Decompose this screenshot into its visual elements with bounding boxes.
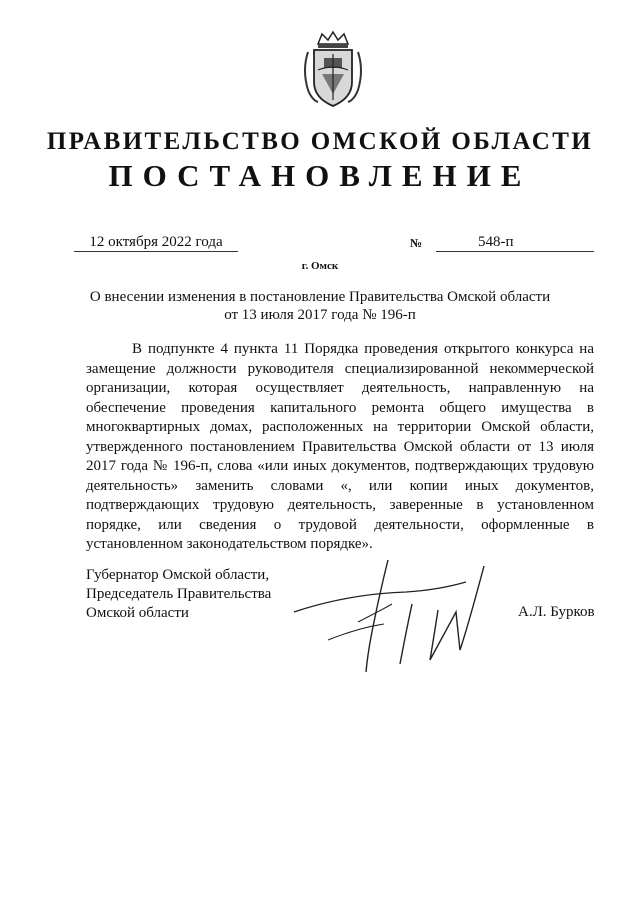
signer-position [86, 566, 271, 623]
subject-line-1: О внесении изменения в постановление Правительства Омской области [89, 289, 551, 305]
document-subject [80, 288, 560, 324]
subject-line-2: от 13 июля 2017 года № 196-п [224, 307, 416, 323]
document-date: 12 октября 2022 года [74, 233, 238, 252]
document-body [86, 340, 594, 555]
omsk-coat-of-arms-icon [298, 30, 368, 110]
handwritten-signature [288, 552, 508, 682]
org-title: ПРАВИТЕЛЬСТВО ОМСКОЙ ОБЛАСТИ [46, 128, 594, 155]
document-type-title: ПОСТАНОВЛЕНИЕ [108, 158, 532, 193]
number-sign: № [410, 236, 423, 250]
document-city: г. Омск [301, 260, 339, 272]
signer-position-line-3: Омской области [86, 605, 189, 621]
signer-position-line-1: Губернатор Омской области, [86, 567, 270, 583]
signer-position-line-2: Председатель Правительства [86, 586, 272, 602]
document-number: 548-п [436, 233, 594, 252]
signer-name: А.Л. Бурков [518, 604, 595, 620]
body-paragraph: В подпункте 4 пункта 11 Порядка проведения открытого конкурса на замещение должности руководителя специализированной некоммерческой организации, которая осуществляет деятельность, направленную на обеспечение проведения капитального ремонта общего имущества в многоквартирных домах, расположенных на территории Омской области, утвержденного постановлением Правительства Омской области от 13 июля 2017 года № 196-п, слова «или иных документов, подтверждающих трудовую деятельность» заменить словами «, или копии иных документов, подтверждающих трудовую деятельность, заверенные в установленном порядке, или сведения о трудовой деятельности, оформленные в установленном законодательством порядке». [86, 341, 594, 552]
